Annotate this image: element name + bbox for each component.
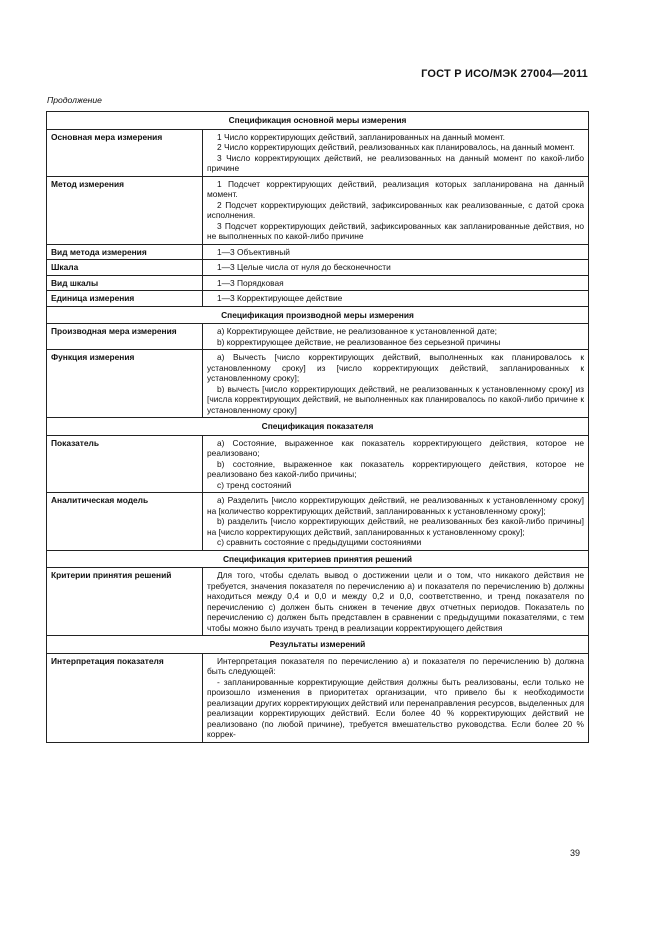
table-row <box>47 244 589 260</box>
value-line: 1 Число корректирующих действий, запланированных на данный момент. <box>217 131 505 142</box>
table-row <box>47 493 589 551</box>
table-row <box>47 176 589 244</box>
section-header-row <box>47 550 589 568</box>
value-line: a) Состояние, выраженное как показатель корректирующего действия, которое не реализовано; <box>207 437 584 458</box>
row-label: Показатель <box>47 435 203 493</box>
table-row <box>47 568 589 636</box>
value-line: 1—3 Корректирующее действие <box>217 293 343 303</box>
specification-table <box>46 111 589 743</box>
value-line: Интерпретация показателя по перечислению а) и показателя по перечислению b) должна быть следующей: <box>207 655 584 676</box>
table-row <box>47 435 589 493</box>
row-label: Критерии принятия решений <box>47 568 203 636</box>
page-number: 39 <box>569 848 580 858</box>
section-title: Спецификация производной меры измерения <box>47 306 589 324</box>
value-line: b) разделить [число корректирующих действий, не реализованных без какой-либо причины] на [число корректирующих действий, запланированных к установленному сроку]; <box>207 516 584 537</box>
row-label: Интерпретация показателя <box>47 653 203 742</box>
document-header: ГОСТ Р ИСО/МЭК 27004—2011 <box>421 68 588 80</box>
value-line: c) тренд состояний <box>217 479 292 490</box>
value-line: b) корректирующее действие, не реализованное без серьезной причины <box>217 336 501 347</box>
value-line: 1—3 Целые числа от нуля до бесконечности <box>217 262 391 272</box>
row-value <box>203 291 589 307</box>
value-line: Для того, чтобы сделать вывод о достижении цели и о том, что никакого действия не требуется, значения показателя по перечислению а) и показателя по перечислению b) должны находиться между 0,4 и 0,0 и между 0,2 и 0,0, соответственно, и тренд показателя по перечислению с) должен быть снижен в течение двух отчетных периодов. Показатель по перечислению с) должен быть представлен в сравнении с предыдущими показателями, с тем чтобы можно было изучать тренд в реализации корректирующего действия <box>207 570 584 633</box>
row-value <box>203 244 589 260</box>
row-label: Метод измерения <box>47 176 203 244</box>
value-line: 1 Подсчет корректирующих действий, реализация которых запланирована на данный момент. <box>207 178 584 199</box>
value-line: a) Разделить [число корректирующих действий, не реализованных к установленному сроку] на [количество корректирующих действий, запланированных к установленному сроку]; <box>207 495 584 516</box>
value-line: a) Вычесть [число корректирующих действий, выполненных как планировалось к установленному сроку] из [число корректирующих действий, запланированных к установленному сроку]; <box>207 352 584 383</box>
row-label: Аналитическая модель <box>47 493 203 551</box>
table-row <box>47 653 589 742</box>
value-line: 3 Подсчет корректирующих действий, зафиксированных как запланированные действия, но не выполненных по какой-либо причине <box>207 220 584 241</box>
value-line: 3 Число корректирующих действий, не реализованных на данный момент по какой-либо причине <box>207 152 584 173</box>
value-line: 1—3 Порядковая <box>217 277 284 288</box>
value-line: a) Корректирующее действие, не реализованное к установленной дате; <box>217 326 497 336</box>
section-title: Спецификация основной меры измерения <box>47 112 589 130</box>
row-label: Единица измерения <box>47 291 203 307</box>
row-value <box>203 260 589 276</box>
section-header-row <box>47 636 589 654</box>
row-value <box>203 275 589 291</box>
row-label: Вид шкалы <box>47 275 203 291</box>
table-row <box>47 291 589 307</box>
row-value <box>203 324 589 350</box>
row-value <box>203 435 589 493</box>
section-title: Результаты измерений <box>47 636 589 654</box>
value-line: c) сравнить состояние с предыдущими состояниями <box>217 537 422 547</box>
value-line: 2 Подсчет корректирующих действий, зафиксированных как реализованные, с датой срока исполнения. <box>207 199 584 220</box>
value-line: 2 Число корректирующих действий, реализованных как планировалось, на данный момент. <box>217 142 575 152</box>
section-header-row <box>47 418 589 436</box>
row-value <box>203 129 589 176</box>
row-label: Функция измерения <box>47 350 203 418</box>
section-title: Спецификация критериев принятия решений <box>47 550 589 568</box>
specification-table-body <box>47 112 589 743</box>
table-row <box>47 129 589 176</box>
table-row <box>47 350 589 418</box>
row-label: Основная мера измерения <box>47 129 203 176</box>
row-value <box>203 350 589 418</box>
section-header-row <box>47 306 589 324</box>
value-line: b) вычесть [число корректирующих действий, не реализованных к установленному сроку] из [числа корректирующих действий, не выполненных как планировалось по какой-либо причине к установленному сроку] <box>207 383 584 415</box>
row-value <box>203 176 589 244</box>
row-value <box>203 653 589 742</box>
row-value <box>203 568 589 636</box>
table-row <box>47 324 589 350</box>
value-line: b) состояние, выраженное как показатель корректирующего действия, которое не реализовано без какой-либо причины; <box>207 458 584 479</box>
row-label: Вид метода измерения <box>47 244 203 260</box>
value-line: - запланированные корректирующие действия должны быть реализованы, если только не произошло изменения в приоритетах организации, что привело бы к необходимости реализации других корректирующих действий или перенаправления ресурсов, выделенных для реализации корректирующих действий. Если более 40 % корректирующих действий не реализовано (по любой причине), требуется вмешательство руководства. Если более 20 % коррек- <box>207 676 584 739</box>
row-value <box>203 493 589 551</box>
table-row <box>47 260 589 276</box>
continuation-label: Продолжение <box>47 95 102 105</box>
section-title: Спецификация показателя <box>47 418 589 436</box>
table-row <box>47 275 589 291</box>
row-label: Производная мера измерения <box>47 324 203 350</box>
value-line: 1—3 Объективный <box>217 246 290 257</box>
row-label: Шкала <box>47 260 203 276</box>
section-header-row <box>47 112 589 130</box>
